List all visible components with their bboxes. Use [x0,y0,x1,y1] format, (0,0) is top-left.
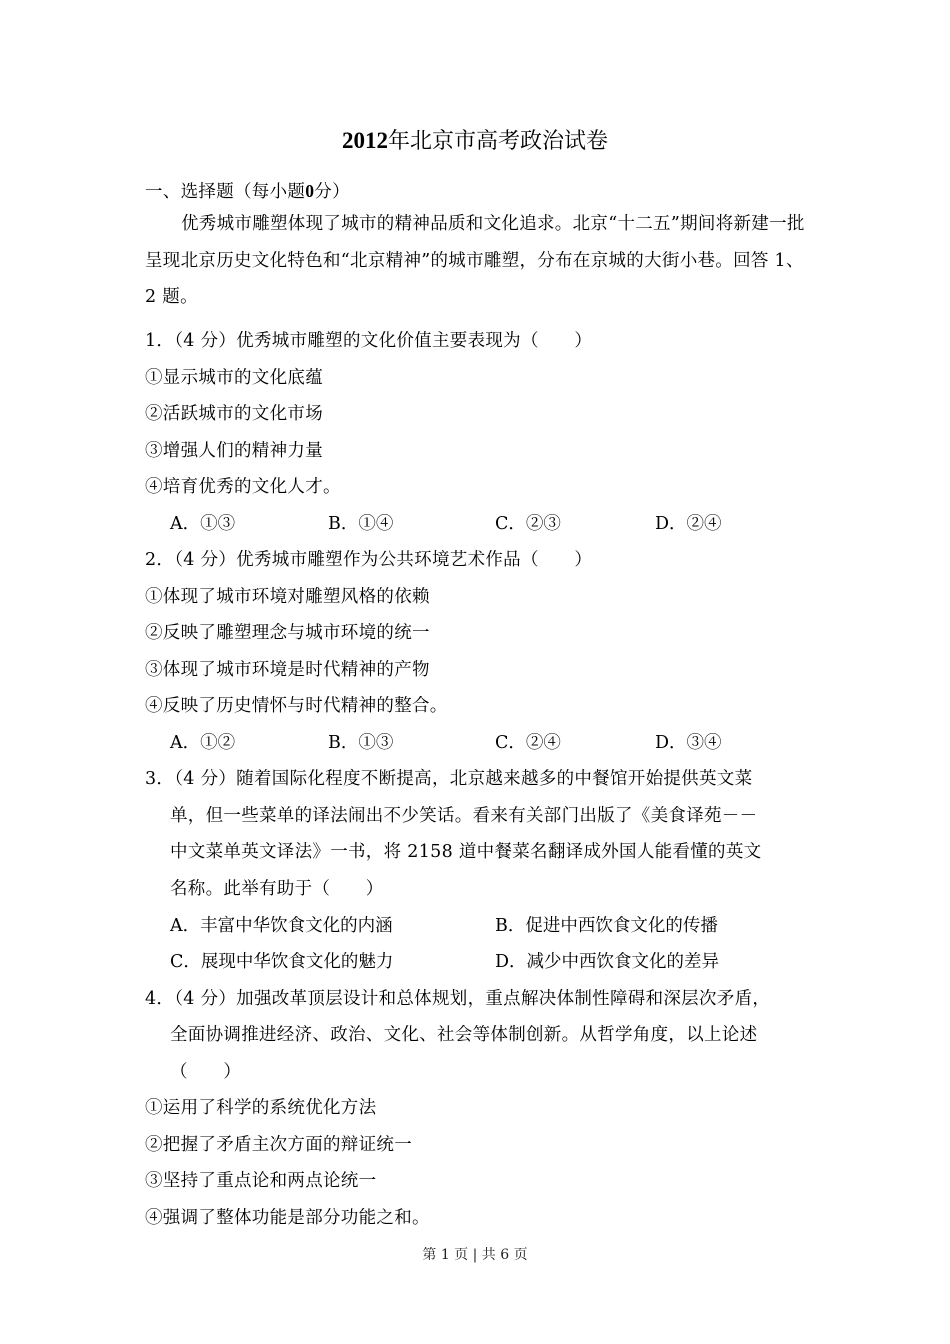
question-1-option-d: D．②④ [655,514,722,534]
question-2-option-c: C．②④ [495,733,561,753]
question-4-item-4: ④强调了整体功能是部分功能之和。 [145,1208,430,1228]
question-2-item-4: ④反映了历史情怀与时代精神的整合。 [145,696,448,716]
question-3-option-a: A．丰富中华饮食文化的内涵 [170,916,393,936]
question-3-option-d: D．减少中西饮食文化的差异 [495,952,720,972]
question-4-item-1: ①运用了科学的系统优化方法 [145,1098,377,1118]
question-2-item-2: ②反映了雕塑理念与城市环境的统一 [145,623,430,643]
question-2-stem: 2．（4 分）优秀城市雕塑作为公共环境艺术作品（ ） [145,550,593,570]
question-3-stem-line-3: 中文菜单英文译法》一书，将 2158 道中餐菜名翻译成外国人能看懂的英文 [170,842,762,862]
question-3-option-b: B．促进中西饮食文化的传播 [495,916,718,936]
question-3-option-c: C．展现中华饮食文化的魅力 [170,952,394,972]
section-prefix: 一、选择题（每小题 [145,182,306,202]
question-3-stem-line-2: 单，但一些菜单的译法闹出不少笑话。看来有关部门出版了《美食译苑－－ [170,806,758,826]
question-1-item-1: ①显示城市的文化底蕴 [145,368,323,388]
question-1-option-a: A．①③ [170,514,236,534]
question-4-item-2: ②把握了矛盾主次方面的辩证统一 [145,1135,412,1155]
question-4-stem-line-2: 全面协调推进经济、政治、文化、社会等体制创新。从哲学角度，以上论述 [170,1025,758,1045]
question-3-stem-line-1: 3．（4 分）随着国际化程度不断提高，北京越来越多的中餐馆开始提供英文菜 [145,769,753,789]
question-1-stem: 1．（4 分）优秀城市雕塑的文化价值主要表现为（ ） [145,331,593,351]
question-1-item-3: ③增强人们的精神力量 [145,441,323,461]
section-heading [145,178,350,203]
question-2-option-d: D．③④ [655,733,722,753]
question-2-item-1: ①体现了城市环境对雕塑风格的依赖 [145,587,430,607]
question-1-item-4: ④培育优秀的文化人才。 [145,477,341,497]
title-year: 2012 [341,128,388,153]
question-1-option-c: C．②③ [495,514,561,534]
question-1-item-2: ②活跃城市的文化市场 [145,404,323,424]
title-text: 年北京市高考政治试卷 [387,129,608,154]
section-suffix: 分） [314,182,350,202]
question-4-stem-line-1: 4．（4 分）加强改革顶层设计和总体规划，重点解决体制性障碍和深层次矛盾， [145,989,771,1009]
question-4-item-3: ③坚持了重点论和两点论统一 [145,1171,377,1191]
question-1-option-b: B．①④ [328,514,394,534]
question-2-option-b: B．①③ [328,733,394,753]
page-footer: 第 1 页 | 共 6 页 [422,1247,528,1263]
question-2-item-3: ③体现了城市环境是时代精神的产物 [145,660,430,680]
question-4-stem-line-3: （ ） [170,1062,242,1082]
intro-paragraph: 优秀城市雕塑体现了城市的精神品质和文化追求。北京“十二五”期间将新建一批呈现北京历史文化特色和“北京精神”的城市雕塑，分布在京城的大街小巷。回答 1、2 题。 [145,214,805,307]
section-score: 0 [305,181,315,201]
page-title [0,124,950,155]
question-2-option-a: A．①② [170,733,236,753]
question-3-stem-line-4: 名称。此举有助于（ ） [170,879,384,899]
